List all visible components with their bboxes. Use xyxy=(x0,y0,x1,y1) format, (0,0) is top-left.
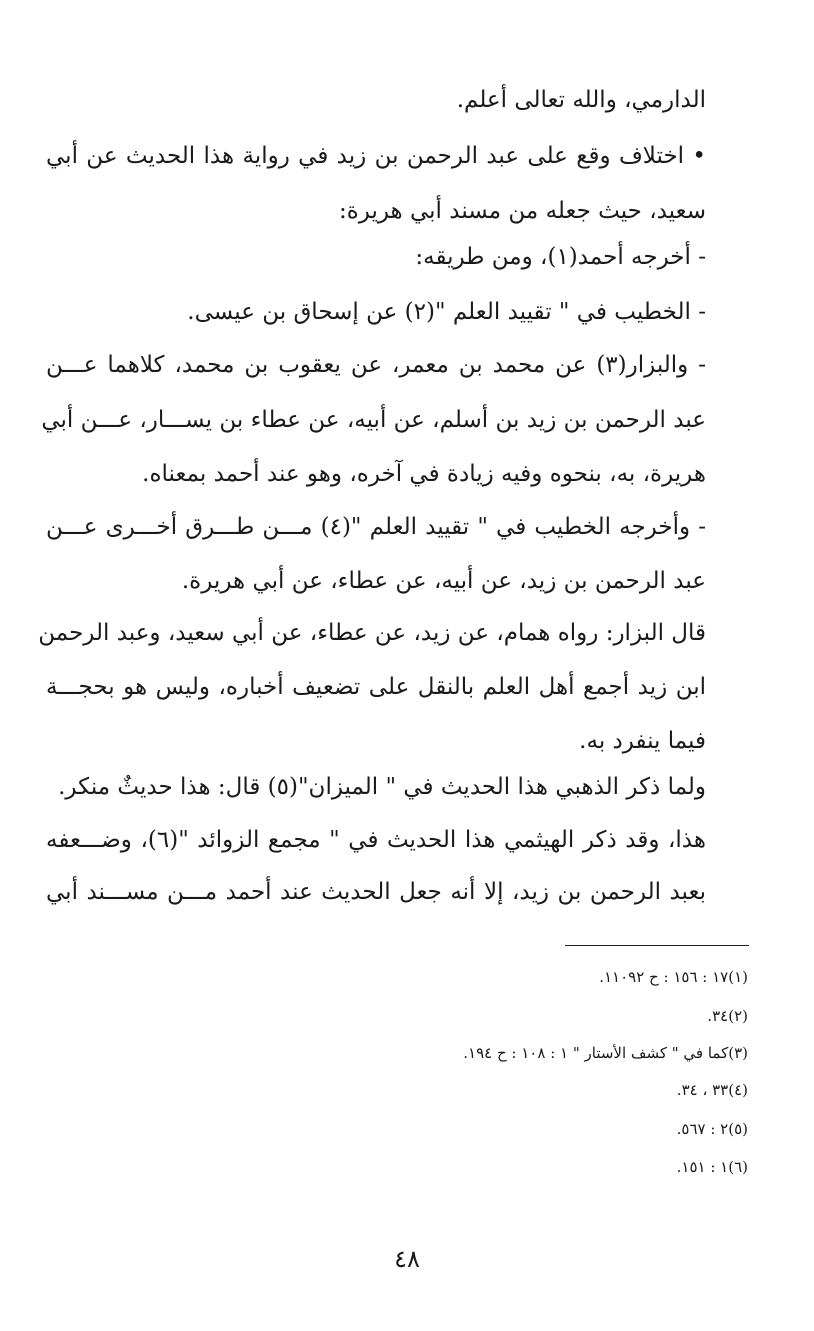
body-line xyxy=(46,141,706,171)
body-line: فيما ينفرد به. xyxy=(579,728,706,754)
body-line: - وأخرجه الخطيب في " تقييد العلم "(٤) مـــن طـــرق أخـــرى عـــن xyxy=(46,514,706,540)
body-line: عبد الرحمن بن زيد، عن أبيه، عن عطاء، عن أبي هريرة. xyxy=(181,568,706,594)
footnote: (٥)٢ : ٥٦٧. xyxy=(676,1120,748,1138)
body-line: بعبد الرحمن بن زيد، إلا أنه جعل الحديث عند أحمد مـــن مســـند أبي xyxy=(46,879,706,905)
footnote: (٦)١ : ١٥١. xyxy=(676,1158,748,1176)
body-line: سعيد، حيث جعله من مسند أبي هريرة: xyxy=(338,198,706,224)
body-line: عبد الرحمن بن زيد بن أسلم، عن أبيه، عن عطاء بن يســـار، عـــن أبي xyxy=(41,407,706,433)
footnote: (٢)٣٤. xyxy=(707,1007,748,1025)
footnote: (٣)كما في " كشف الأستار " ١ : ١٠٨ : ح ١٩٤. xyxy=(463,1044,748,1062)
body-line: هريرة، به، بنحوه وفيه زيادة في آخره، وهو عند أحمد بمعناه. xyxy=(142,461,706,487)
body-line: ولما ذكر الذهبي هذا الحديث في " الميزان"(٥) قال: هذا حديثٌ منكر. xyxy=(58,774,706,800)
body-line: قال البزار: رواه همام، عن زيد، عن عطاء، عن أبي سعيد، وعبد الرحمن xyxy=(38,620,706,646)
body-line: الدارمي، والله تعالى أعلم. xyxy=(456,87,706,113)
footnote-divider xyxy=(565,945,749,946)
footnote: (١)١٧ : ١٥٦ : ح ١١٠٩٢. xyxy=(599,968,748,986)
body-line: ابن زيد أجمع أهل العلم بالنقل على تضعيف أخباره، وليس هو بحجـــة xyxy=(46,674,706,700)
body-line: - والبزار(٣) عن محمد بن معمر، عن يعقوب بن محمد، كلاهما عـــن xyxy=(46,352,706,378)
page-number: ٤٨ xyxy=(394,1245,420,1273)
body-line-text: اختلاف وقع على عبد الرحمن بن زيد في رواية هذا الحديث عن أبي xyxy=(46,143,685,169)
body-line: - أخرجه أحمد(١)، ومن طريقه: xyxy=(415,244,706,270)
body-line: هذا، وقد ذكر الهيثمي هذا الحديث في " مجمع الزوائد "(٦)، وضـــعفه xyxy=(46,827,706,853)
footnote: (٤)٣٣ ، ٣٤. xyxy=(676,1081,748,1099)
body-line: - الخطيب في " تقييد العلم "(٢) عن إسحاق بن عيسى. xyxy=(187,299,706,325)
